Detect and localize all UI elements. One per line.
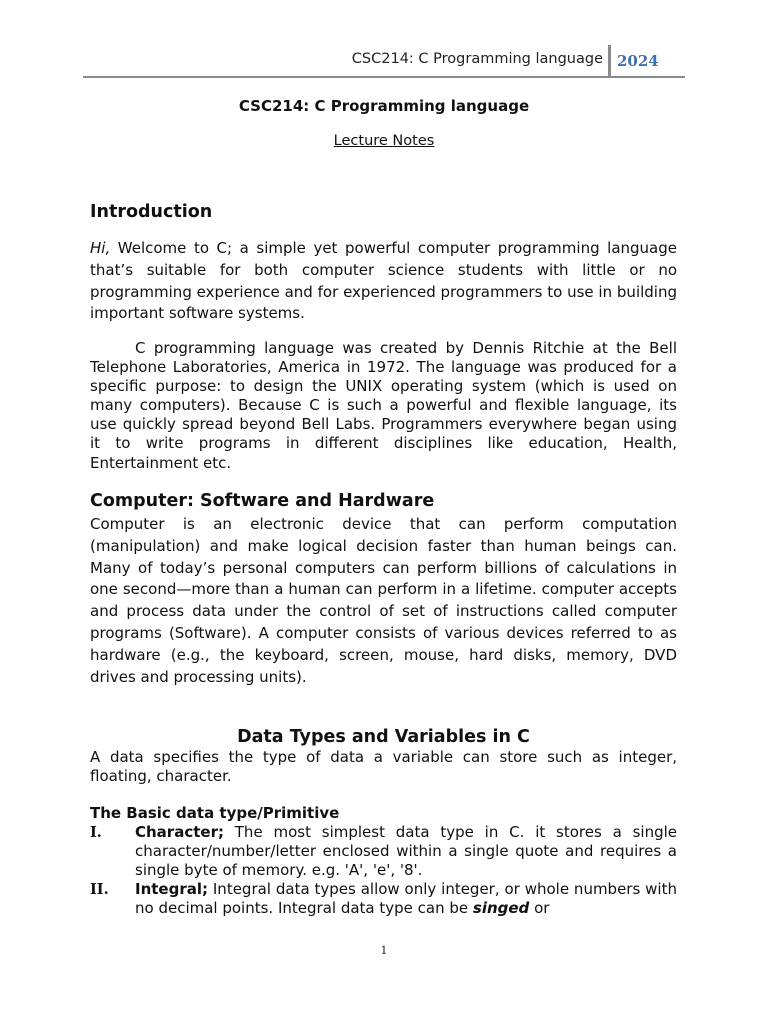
datatypes-section-heading: Data Types and Variables in C [237,727,530,747]
basic-datatype-subheading: The Basic data type/Primitive [90,804,340,822]
header-rule [83,76,685,78]
list-item-text: The most simplest data type in C. it stores a single character/number/letter enclosed within a single quote and requires a single byte of memory. e.g. 'A', 'e', '8'. [135,823,677,880]
list-item-term: Character; [135,823,224,841]
document-title: CSC214: C Programming language [238,97,530,115]
list-item-emphasis: singed [472,899,530,918]
list-item-text: Integral data types allow only integer, or whole numbers with no decimal points. Integral data type can be [135,880,677,918]
greeting-text: Hi, [90,239,111,257]
computer-paragraph: Computer is an electronic device that can perform computation (manipulation) and make logical decision faster than human beings can. Many of today’s personal computers can perform billions of calculations in one second—more than a human can perform in a lifetime. computer accepts and process data under the control of set of instructions called computer programs (Software). A computer consists of various devices referred to as hardware (e.g., the keyboard, screen, mouse, hard disks, memory, DVD drives and processing units). [90,515,677,686]
introduction-paragraph-1-body: Welcome to C; a simple yet powerful computer programming language that’s suitable for both computer science students with little or no programming experience and for experienced programmers to use in building important software systems. [90,239,677,323]
list-item-term: Integral; [135,880,209,899]
list-item [90,823,677,880]
list-item-number: I. [90,824,102,841]
document-subtitle: Lecture Notes [333,133,435,149]
list-item-tail: or [529,899,550,918]
running-header-title: CSC214: C Programming language [351,51,603,67]
running-header-year: 2024 [617,52,659,70]
list-item [90,880,677,918]
introduction-paragraph-2: C programming language was created by Dennis Ritchie at the Bell Telephone Laboratories, America in 1972. The language was produced for a specific purpose: to design the UNIX operating system (which is used on many computers). Because C is such a powerful and flexible language, its use quickly spread beyond Bell Labs. Programmers everywhere began using it to write programs in different disciplines like education, Health, Entertainment etc. [90,339,677,472]
page-number: 1 [380,944,388,957]
datatype-list [90,823,677,918]
computer-section-heading: Computer: Software and Hardware [90,491,435,511]
introduction-paragraph-1 [90,238,677,325]
datatypes-paragraph: A data specifies the type of data a variable can store such as integer, floating, character. [90,748,677,786]
header-divider-bar [608,45,611,76]
introduction-heading: Introduction [90,202,213,222]
list-item-number: II. [90,881,109,899]
